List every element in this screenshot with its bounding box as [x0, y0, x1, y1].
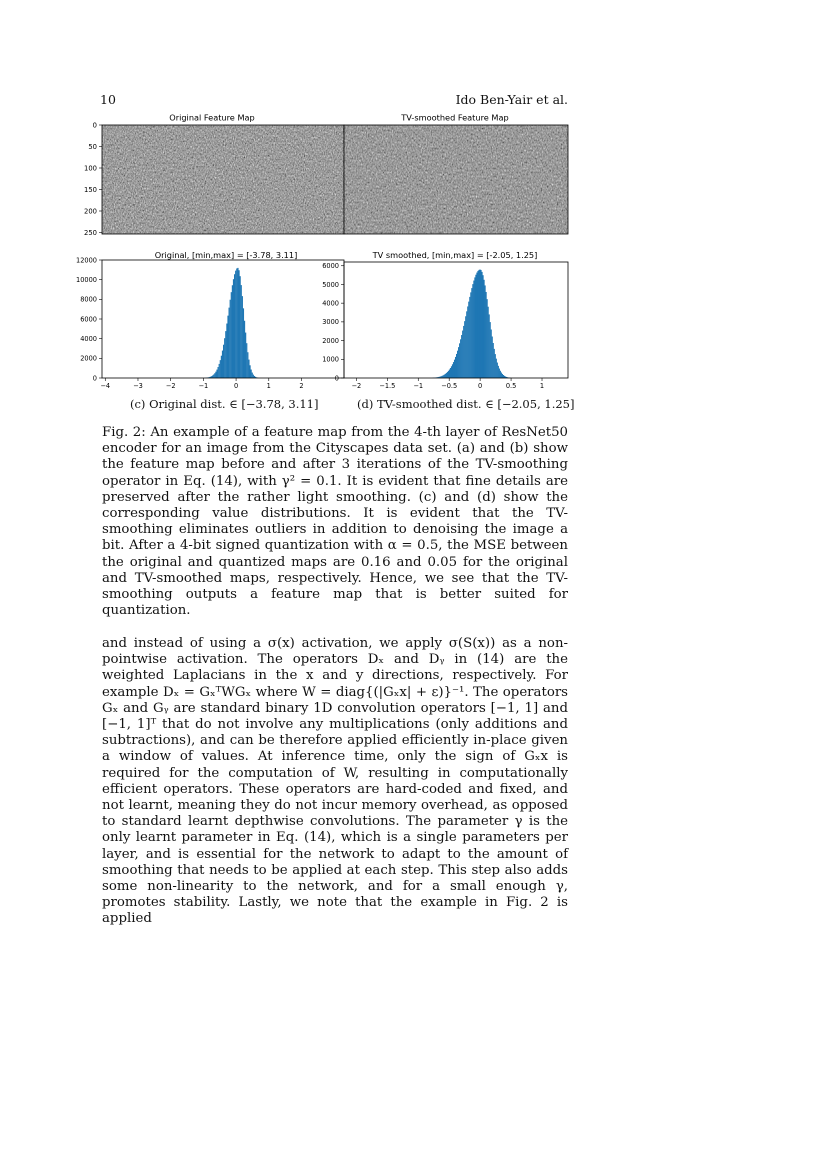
hist-bar-1-48	[481, 272, 482, 378]
hist-xtick-label-1-4: 0	[478, 382, 483, 390]
hist-bar-1-17	[450, 368, 451, 378]
hist-bar-1-26	[459, 343, 460, 378]
hist-ytick-label-0-5: 10000	[76, 275, 97, 284]
hist-bar-1-43	[476, 273, 477, 378]
hist-bar-1-27	[460, 339, 461, 378]
hist-bar-1-61	[495, 354, 496, 378]
hist-bar-1-32	[465, 316, 466, 378]
hist-bar-0-38	[247, 352, 248, 378]
figure-2	[76, 110, 580, 410]
hist-bar-0-24	[232, 285, 233, 378]
hist-bar-0-23	[231, 292, 232, 378]
panel-a-ytick-4: 200	[84, 207, 97, 216]
hist-bar-1-46	[479, 269, 480, 378]
hist-ytick-label-0-3: 6000	[80, 315, 97, 324]
hist-bar-0-43	[253, 375, 254, 378]
hist-bar-1-16	[449, 370, 450, 378]
hist-d-title: TV smoothed, [min,max] = [-2.05, 1.25]	[372, 250, 538, 260]
hist-bar-1-44	[477, 271, 478, 378]
hist-bar-1-35	[468, 302, 469, 378]
hist-bar-1-49	[482, 275, 483, 378]
hist-ytick-label-1-3: 3000	[322, 318, 339, 327]
hist-bar-1-65	[499, 369, 500, 378]
hist-bar-0-42	[252, 373, 253, 378]
hist-d-axes	[322, 262, 568, 390]
hist-bar-1-18	[451, 366, 452, 378]
hist-ytick-label-1-2: 2000	[322, 336, 339, 345]
sub-caption-d: (d) TV-smoothed dist. ∈ [−2.05, 1.25]	[357, 397, 575, 411]
hist-xtick-label-0-3: −1	[198, 382, 209, 390]
hist-bar-1-38	[471, 288, 472, 378]
hist-bar-1-40	[473, 281, 474, 378]
panel-a-image-texture	[102, 125, 344, 234]
sub-caption-c: (c) Original dist. ∈ [−3.78, 3.11]	[130, 397, 319, 411]
hist-bar-1-51	[485, 285, 486, 378]
hist-bar-1-50	[483, 280, 484, 378]
hist-ytick-label-1-0: 0	[334, 374, 339, 383]
hist-bar-0-27	[235, 271, 236, 378]
hist-bar-0-16	[223, 345, 224, 378]
hist-c-axes	[76, 256, 344, 390]
hist-bar-0-34	[243, 308, 244, 378]
hist-bar-0-29	[237, 268, 238, 378]
hist-ytick-label-1-1: 1000	[322, 355, 339, 364]
hist-ytick-label-1-5: 5000	[322, 280, 339, 289]
hist-bar-0-32	[241, 285, 242, 378]
hist-ytick-label-0-0: 0	[92, 374, 97, 383]
hist-bar-1-20	[453, 362, 454, 378]
hist-bar-1-53	[487, 299, 488, 378]
histogram-d	[322, 250, 568, 390]
hist-xtick-label-0-6: 2	[299, 382, 304, 390]
hist-bar-1-68	[502, 374, 503, 378]
panel-a-ytick-5: 250	[84, 229, 97, 237]
hist-ytick-label-0-2: 4000	[80, 334, 97, 343]
hist-bar-1-41	[474, 277, 475, 378]
panel-a-feature-map	[84, 113, 344, 238]
hist-bar-1-54	[488, 307, 489, 378]
page-number: 10	[100, 92, 116, 107]
hist-xtick-label-1-0: −2	[351, 382, 362, 390]
hist-c-bars	[205, 268, 258, 378]
hist-xtick-label-1-1: −1.5	[379, 382, 396, 390]
hist-bar-1-29	[462, 331, 463, 378]
hist-bar-0-7	[213, 375, 214, 378]
hist-bar-0-12	[219, 364, 220, 378]
hist-bar-1-66	[500, 371, 501, 378]
hist-bar-1-28	[461, 335, 462, 378]
hist-bar-1-69	[503, 375, 504, 378]
panel-a-ytick-0: 0	[92, 121, 97, 130]
histogram-c	[76, 250, 344, 390]
hist-bar-0-36	[245, 333, 246, 378]
hist-ytick-label-1-6: 6000	[322, 262, 339, 271]
hist-bar-0-22	[230, 300, 231, 378]
hist-bar-1-47	[480, 270, 481, 378]
hist-ytick-label-1-4: 4000	[322, 299, 339, 308]
hist-bar-0-25	[233, 279, 234, 378]
hist-d-bars	[433, 269, 512, 378]
panel-b-title: TV-smoothed Feature Map	[401, 112, 509, 123]
hist-bar-1-13	[446, 373, 447, 378]
hist-ytick-label-0-4: 8000	[80, 295, 97, 304]
hist-bar-1-31	[464, 321, 465, 378]
hist-bar-0-41	[251, 370, 252, 378]
hist-bar-1-57	[491, 330, 492, 378]
hist-bar-1-21	[454, 360, 455, 378]
panel-b-image-texture	[344, 125, 568, 234]
hist-bar-0-17	[224, 338, 225, 378]
hist-xtick-label-0-5: 1	[266, 382, 271, 390]
running-head: Ido Ben-Yair et al.	[455, 92, 568, 107]
hist-ytick-label-0-6: 12000	[76, 256, 97, 265]
hist-bar-1-22	[455, 357, 456, 378]
hist-bar-1-33	[466, 311, 467, 378]
panel-a-yticks	[84, 122, 102, 238]
hist-bar-0-40	[249, 365, 250, 378]
hist-bar-0-33	[242, 296, 243, 378]
hist-bar-0-10	[216, 370, 217, 378]
hist-bar-0-39	[248, 360, 249, 378]
panel-a-ytick-2: 100	[84, 164, 97, 173]
hist-bar-1-45	[478, 270, 479, 378]
hist-xtick-label-1-2: −1	[413, 382, 424, 390]
hist-bar-1-62	[496, 359, 497, 378]
hist-bar-1-30	[463, 326, 464, 378]
hist-bar-1-36	[469, 297, 470, 378]
panel-b-feature-map	[344, 113, 568, 235]
hist-bar-1-37	[470, 292, 471, 378]
hist-bar-1-39	[472, 284, 473, 378]
hist-bar-0-19	[226, 324, 227, 378]
panel-a-title: Original Feature Map	[169, 112, 255, 123]
hist-xtick-label-1-5: 0.5	[505, 382, 517, 390]
hist-bar-1-34	[467, 306, 468, 378]
hist-bar-0-31	[240, 276, 241, 378]
hist-bar-0-30	[238, 270, 239, 378]
panel-a-ytick-3: 150	[84, 186, 97, 194]
hist-bar-1-14	[447, 372, 448, 378]
hist-bar-0-11	[218, 367, 219, 378]
hist-bar-1-24	[457, 351, 458, 378]
hist-xtick-label-0-2: −2	[165, 382, 176, 390]
hist-bar-0-9	[215, 372, 216, 378]
figure-caption: Fig. 2: An example of a feature map from the 4-th layer of ResNet50 encoder for an image from the Cityscapes data set. (a) and (b) show the feature map before and after 3 iterations of the TV-smoothing operator in Eq. (14), with γ² = 0.1. It is evident that fine details are preserved after the rather light smoothing. (c) and (d) show the corresponding value distributions. It is evident that the TV-smoothing eliminates outliers in addition to denoising the image a bit. After a 4-bit signed quantization with α = 0.5, the MSE between the original and quantized maps are 0.16 and 0.05 for the original and TV-smoothed maps, respectively. Hence, we see that the TV-smoothing outputs a feature map that is better suited for quantization.	[102, 425, 568, 619]
hist-bar-0-35	[244, 321, 245, 378]
hist-bar-1-55	[489, 314, 490, 378]
hist-bar-1-19	[452, 364, 453, 378]
hist-xtick-label-1-6: 1	[539, 382, 545, 390]
hist-bar-0-18	[225, 331, 226, 378]
hist-bar-1-23	[456, 354, 457, 378]
hist-bar-0-14	[221, 356, 222, 378]
hist-bar-1-52	[486, 292, 487, 378]
hist-bar-1-56	[490, 322, 491, 378]
body-paragraph: and instead of using a σ(x) activation, we apply σ(S(x)) as a non-pointwise activation. The operators Dₓ and Dᵧ in (14) are the weighted Laplacians in the x and y directions, respectively. For example Dₓ = GₓᵀWGₓ where W = diag{(|Gₓx| + ε)}⁻¹. The operators Gₓ and Gᵧ are standard binary 1D convolution operators [−1, 1] and [−1, 1]ᵀ that do not involve any multiplications (only additions and subtractions), and can be therefore applied efficiently in-place given a window of values. At inference time, only the sign of Gₓx is required for the computation of W, resulting in computationally efficient operators. These operators are hard-coded and fixed, and not learnt, meaning they do not incur memory overhead, as opposed to standard learnt depthwise convolutions. The parameter γ is the only learnt parameter in Eq. (14), which is a single parameters per layer, and is essential for the network to adapt to the amount of smoothing that needs to be applied at each step. This step also adds some non-linearity to the network, and for a small enough γ, promotes stability. Lastly, we note that the example in Fig. 2 is applied	[102, 636, 568, 927]
hist-bar-1-42	[475, 275, 476, 378]
hist-bar-1-59	[493, 343, 494, 378]
hist-bar-1-60	[494, 349, 495, 378]
hist-bar-0-26	[234, 274, 235, 378]
hist-bar-0-15	[222, 351, 223, 378]
hist-bar-1-63	[497, 363, 498, 378]
hist-bar-0-21	[229, 308, 230, 378]
hist-bar-0-8	[214, 373, 215, 378]
hist-bar-1-15	[448, 371, 449, 378]
hist-bar-1-64	[498, 366, 499, 378]
hist-bar-1-11	[444, 375, 445, 378]
hist-bar-0-20	[227, 316, 228, 378]
hist-bar-0-28	[236, 268, 237, 378]
hist-xtick-label-0-0: −4	[100, 382, 111, 390]
hist-xtick-label-0-1: −3	[133, 382, 143, 390]
hist-ytick-label-0-1: 2000	[80, 354, 97, 363]
hist-xtick-label-1-3: −0.5	[441, 382, 458, 390]
hist-bar-1-25	[458, 347, 459, 378]
hist-c-title: Original, [min,max] = [-3.78, 3.11]	[154, 250, 298, 260]
hist-bar-0-13	[220, 360, 221, 378]
hist-bar-1-67	[501, 373, 502, 378]
hist-bar-0-37	[246, 343, 247, 378]
panel-a-ytick-1: 50	[88, 143, 97, 151]
hist-bar-1-12	[445, 374, 446, 378]
hist-bar-1-58	[492, 337, 493, 378]
hist-bar-1-10	[443, 375, 444, 378]
hist-xtick-label-0-4: 0	[233, 382, 239, 390]
